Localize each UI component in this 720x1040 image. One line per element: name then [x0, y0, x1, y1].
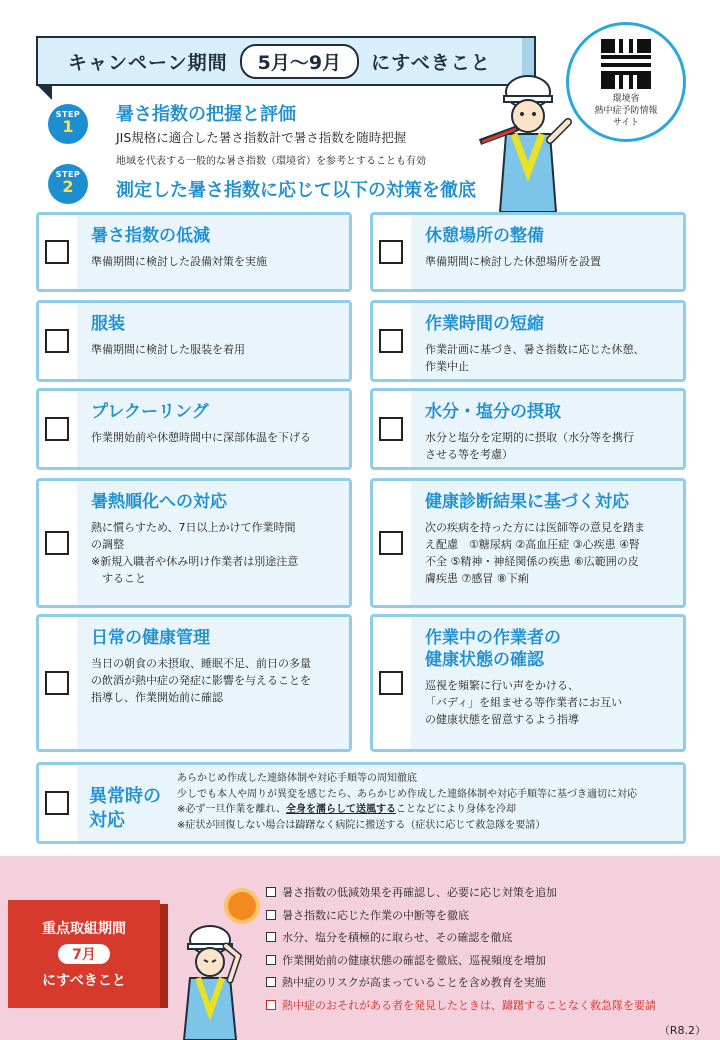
focus-period-banner [8, 900, 160, 1008]
qr-code-link[interactable] [566, 22, 686, 142]
card-description: 準備期間に検討した服装を着用 [91, 343, 245, 356]
measure-card-water-salt-intake [370, 388, 686, 470]
card-title: 作業時間の短縮 [425, 314, 544, 334]
checkbox-icon [266, 955, 276, 965]
card-description: 準備期間に検討した休憩場所を設置 [425, 255, 601, 268]
qr-caption [594, 93, 657, 129]
measure-checkbox[interactable] [379, 531, 403, 555]
qr-caption-line: 環境省 [612, 94, 640, 104]
focus-item-alert[interactable] [266, 995, 656, 1018]
card-description: 次の疾病を持った方には医師等の意見を踏ま え配慮 ①糖尿病 ②高血圧症 ③心疾患 ④腎 不全 ⑤精神・神経関係の疾患 ⑥広範囲の皮 膚疾患 ⑦感冒 ⑧下痢 [425, 521, 645, 585]
focus-item[interactable] [266, 905, 656, 928]
measure-card-emergency-response [36, 762, 686, 844]
focus-item-label: 作業開始前の健康状態の確認を徹底、巡視頻度を増加 [282, 953, 546, 967]
focus-label-top: 重点取組期間 [42, 921, 126, 937]
card-body [77, 617, 349, 749]
measure-checkbox[interactable] [45, 329, 69, 353]
measure-card-pre-cooling [36, 388, 352, 470]
measure-checkbox[interactable] [379, 329, 403, 353]
step-label: STEP [55, 170, 81, 179]
card-body [77, 303, 349, 379]
card-description: 熱に慣らすため、7日以上かけて作業時間 の調整 ※新規入職者や休み明け作業者は別途注意 すること [91, 521, 299, 585]
card-title: 服装 [91, 314, 125, 334]
measure-card-rest-area [370, 212, 686, 292]
banner-title-before: キャンペーン期間 [68, 51, 228, 74]
card-title: 暑熱順化への対応 [91, 492, 227, 512]
emergency-text: ことなどにより身体を冷却 [395, 804, 516, 815]
focus-alert-label: 熱中症のおそれがある者を発見したときは、躊躇することなく救急隊を要請 [282, 998, 656, 1012]
card-body [411, 617, 683, 749]
step-1-note: 地域を代表する一般的な暑さ指数（環境省）を参考とすることも有効 [116, 156, 426, 167]
emergency-line: あらかじめ作成した連絡体制や対応手順等の周知徹底 [177, 773, 417, 784]
card-body [77, 481, 349, 605]
card-description: 作業計画に基づき、暑さ指数に応じた休憩、 作業中止 [425, 343, 645, 373]
emergency-line: 少しでも本人や周りが異変を感じたら、あらかじめ作成した連絡体制や対応手順等に基づき適切に対応 [177, 788, 637, 800]
card-description: 巡視を頻繁に行い声をかける、 「バディ」を組ませる等作業者にお互い の健康状態を留意するよう指導 [425, 679, 623, 726]
emergency-text: ※必ず一旦作業を離れ、 [177, 804, 286, 815]
card-title: 健康診断結果に基づく対応 [425, 492, 629, 512]
card-description: 水分と塩分を定期的に摂取（水分等を携行 させる等を考慮） [425, 431, 634, 461]
measure-checkbox[interactable] [379, 417, 403, 441]
step-2-title: 測定した暑さ指数に応じて以下の対策を徹底 [116, 180, 476, 201]
qr-caption-line: サイト [612, 118, 640, 128]
step-1-badge [48, 104, 88, 144]
checkbox-icon [266, 977, 276, 987]
worker-with-thermometer-illustration [478, 62, 578, 212]
focus-period-section [0, 856, 720, 1040]
focus-checklist [266, 882, 656, 1017]
hot-worker-illustration [176, 916, 256, 1040]
step-1-detail: JIS規格に適合した暑さ指数計で暑さ指数を随時把握 [116, 130, 407, 145]
card-body [411, 303, 683, 379]
emergency-details [177, 771, 637, 833]
focus-item[interactable] [266, 972, 656, 995]
focus-item[interactable] [266, 950, 656, 973]
focus-item[interactable] [266, 882, 656, 905]
campaign-banner [36, 36, 524, 86]
measure-card-heat-acclimatization [36, 478, 352, 608]
checkbox-icon [266, 910, 276, 920]
measure-card-shorter-work-hours [370, 300, 686, 382]
emergency-emphasis: 全身を濡らして送風する [285, 804, 396, 815]
banner-period-pill: 5月～9月 [240, 44, 359, 79]
measure-checkbox[interactable] [379, 240, 403, 264]
measure-checkbox[interactable] [45, 791, 69, 815]
card-title: プレクーリング [91, 402, 209, 422]
card-body [77, 215, 349, 289]
step-1-title: 暑さ指数の把握と評価 [116, 104, 296, 125]
card-title: 休憩場所の整備 [425, 226, 544, 246]
card-description: 作業開始前や休憩時間中に深部体温を下げる [91, 431, 311, 444]
measure-checkbox[interactable] [45, 240, 69, 264]
card-body [77, 765, 683, 841]
card-title: 水分・塩分の摂取 [425, 402, 561, 422]
banner-title-after: にすべきこと [371, 51, 491, 74]
focus-item-label: 暑さ指数の低減効果を再確認し、必要に応じ対策を追加 [282, 886, 557, 899]
focus-item-label: 熱中症のリスクが高まっていることを含め教育を実施 [282, 976, 546, 989]
focus-item[interactable] [266, 927, 656, 950]
step-number: 1 [62, 117, 74, 136]
focus-month-pill: 7月 [58, 944, 110, 964]
measure-checkbox[interactable] [379, 671, 403, 695]
measure-card-daily-health [36, 614, 352, 752]
step-2-badge [48, 164, 88, 204]
emergency-line: ※症状が回復しない場合は躊躇なく病院に搬送する（症状に応じて救急隊を要請） [177, 819, 546, 831]
card-title: 日常の健康管理 [91, 628, 210, 648]
card-body [411, 391, 683, 467]
measure-checkbox[interactable] [45, 417, 69, 441]
card-title: 異常時の 対応 [89, 786, 161, 831]
focus-item-label: 暑さ指数に応じた作業の中断等を徹底 [282, 908, 469, 922]
card-body [77, 391, 349, 467]
card-description: 当日の朝食の未摂取、睡眠不足、前日の多量 の飲酒が熱中症の発症に影響を与えることを 指導し、作業開始前に確認 [91, 657, 311, 704]
measure-card-health-checkup [370, 478, 686, 608]
focus-label-bottom: にすべきこと [42, 973, 126, 989]
qr-caption-line: 熱中症予防情報 [594, 106, 658, 116]
measure-card-clothing [36, 300, 352, 382]
card-body [411, 481, 683, 605]
card-title: 作業中の作業者の 健康状態の確認 [425, 628, 561, 670]
step-label: STEP [55, 110, 81, 119]
checkbox-icon [266, 887, 276, 897]
qr-code-icon [601, 39, 651, 89]
measure-card-worker-health-check [370, 614, 686, 752]
focus-item-label: 水分、塩分を積極的に取らせ、その確認を徹底 [282, 931, 513, 944]
card-title: 暑さ指数の低減 [91, 226, 210, 246]
revision-reference: （R8.2） [658, 1024, 706, 1037]
measure-checkbox[interactable] [45, 671, 69, 695]
measure-checkbox[interactable] [45, 531, 69, 555]
checkbox-icon [266, 1000, 276, 1010]
card-body [411, 215, 683, 289]
step-number: 2 [62, 177, 74, 196]
checkbox-icon [266, 932, 276, 942]
measure-card-heat-index-reduction [36, 212, 352, 292]
card-description: 準備期間に検討した設備対策を実施 [91, 255, 267, 268]
emergency-line-cooling [177, 802, 637, 818]
